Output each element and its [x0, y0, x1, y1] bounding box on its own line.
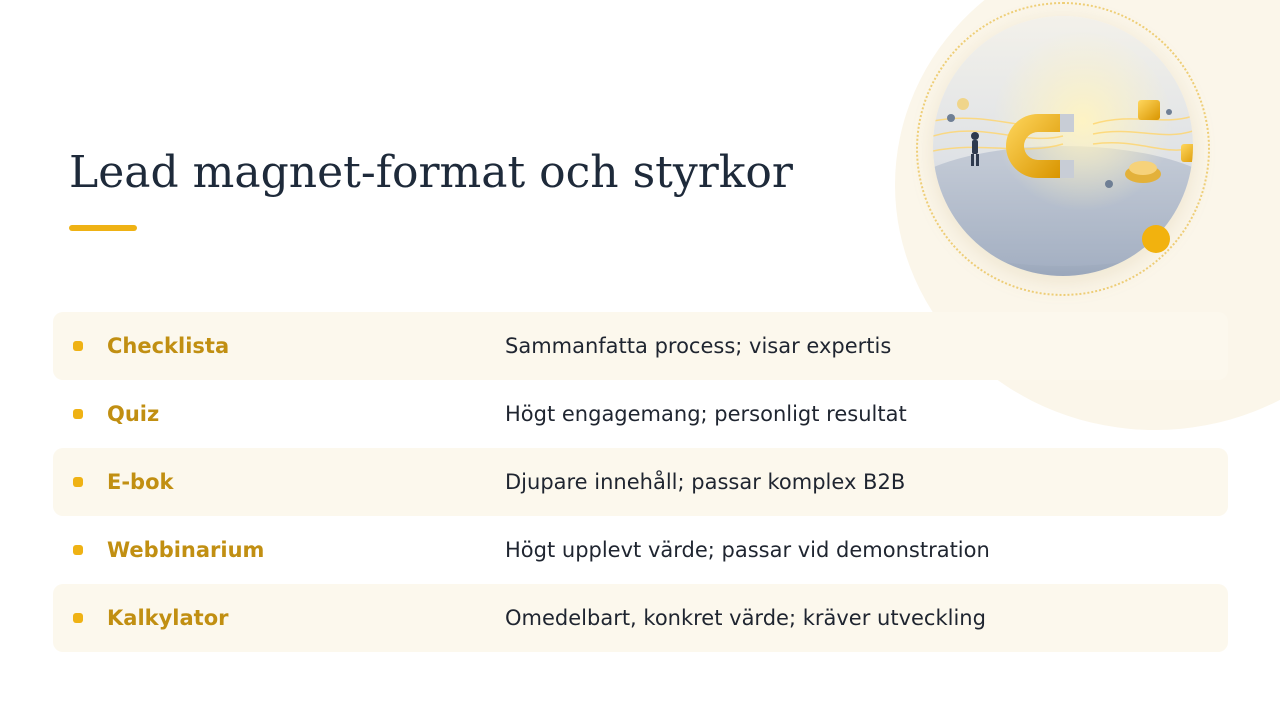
bullet-icon: [73, 613, 83, 623]
format-label: Webbinarium: [107, 538, 265, 562]
format-description: Omedelbart, konkret värde; kräver utveckling: [505, 606, 986, 630]
slide-title: Lead magnet-format och styrkor: [69, 147, 793, 199]
table-row: [53, 380, 1228, 448]
format-description: Högt engagemang; personligt resultat: [505, 402, 907, 426]
title-accent-line: [69, 225, 137, 231]
format-label: Quiz: [107, 402, 160, 426]
bullet-icon: [73, 545, 83, 555]
bullet-icon: [73, 477, 83, 487]
table-row: [53, 584, 1228, 652]
bullet-icon: [73, 341, 83, 351]
format-table: [53, 312, 1228, 652]
format-label: Checklista: [107, 334, 230, 358]
table-row: [53, 312, 1228, 380]
format-label: Kalkylator: [107, 606, 229, 630]
table-row: [53, 448, 1228, 516]
bullet-icon: [73, 409, 83, 419]
format-description: Sammanfatta process; visar expertis: [505, 334, 892, 358]
format-description: Djupare innehåll; passar komplex B2B: [505, 470, 906, 494]
format-description: Högt upplevt värde; passar vid demonstration: [505, 538, 990, 562]
format-label: E-bok: [107, 470, 174, 494]
decorative-dot: [1142, 225, 1170, 253]
table-row: [53, 516, 1228, 584]
